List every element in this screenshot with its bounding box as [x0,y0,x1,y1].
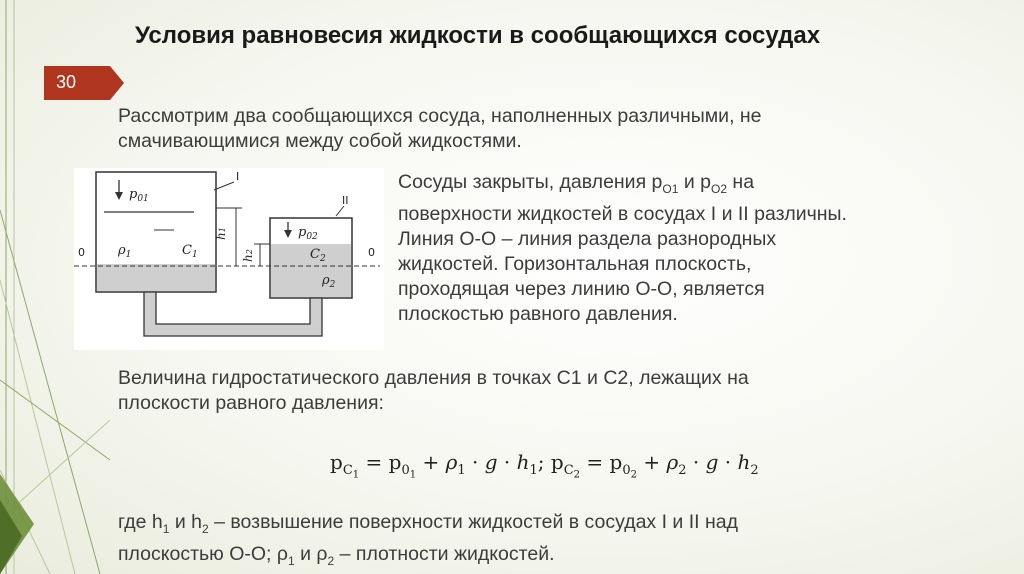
intro-line-2: смачивающимися между собой жидкостями. [118,130,522,152]
note-line-2: плоскостью О-О; $\rho_1$ и $\rho_2$ – плотности жидкостей. [118,542,555,568]
slide-number: 30 [56,72,77,92]
label-c2: $C_2$ [310,247,326,264]
desc-line-3: Линия О-О – линия раздела разнородных [398,227,777,250]
desc-line-4: жидкостей. Горизонтальная плоскость, [398,252,752,275]
pressure-paragraph [118,366,998,416]
pressure-formula: $p_{C_1} = p_{0_1} + \rho_1 \cdot g \cdot h_1$; $p_{C_2} = p_{0_2} + \rho_2 \cdot g \cdot h_2$ [330,450,759,481]
label-rho2: $\rho_2$ [322,273,336,290]
label-zero-right: 0 [368,246,375,259]
slide-number-badge [44,66,124,100]
label-vessel-2: II [342,194,349,207]
slide-title: Условия равновесия жидкости в сообщающихся сосудах [135,22,821,49]
pressure-line-2: плоскости равного давления: [118,392,384,414]
label-p01: $p_{01}$ [129,187,149,204]
desc-line-5: проходящая через линию О-О, является [398,277,765,300]
note-line-1: где $h_1$ и $h_2$ – возвышение поверхности жидкостей в сосудах I и II над [118,511,738,536]
pressure-line-1: Величина гидростатического давления в точках С1 и С2, лежащих на [118,367,749,389]
label-rho1: $\rho_1$ [118,243,132,260]
label-vessel-1: I [236,170,240,183]
label-c1: $C_1$ [182,243,198,260]
desc-line-2: поверхности жидкостей в сосудах I и II различны. [398,202,847,225]
label-h1: h1 [214,227,228,240]
label-h2: h2 [241,249,255,262]
intro-line-1: Рассмотрим два сообщающихся сосуда, наполненных различными, не [118,105,762,127]
label-zero-left: 0 [78,246,85,259]
desc-line-1: Сосуды закрыты, давления $р_{О1}$ и $р_{О2}$ на [398,171,755,196]
vessels-description [398,170,998,327]
intro-paragraph [118,104,998,154]
vessels-diagram [74,168,384,350]
note-paragraph [118,510,998,574]
desc-line-6: плоскостью равного давления. [398,302,678,325]
label-p02: $p_{02}$ [298,225,318,242]
